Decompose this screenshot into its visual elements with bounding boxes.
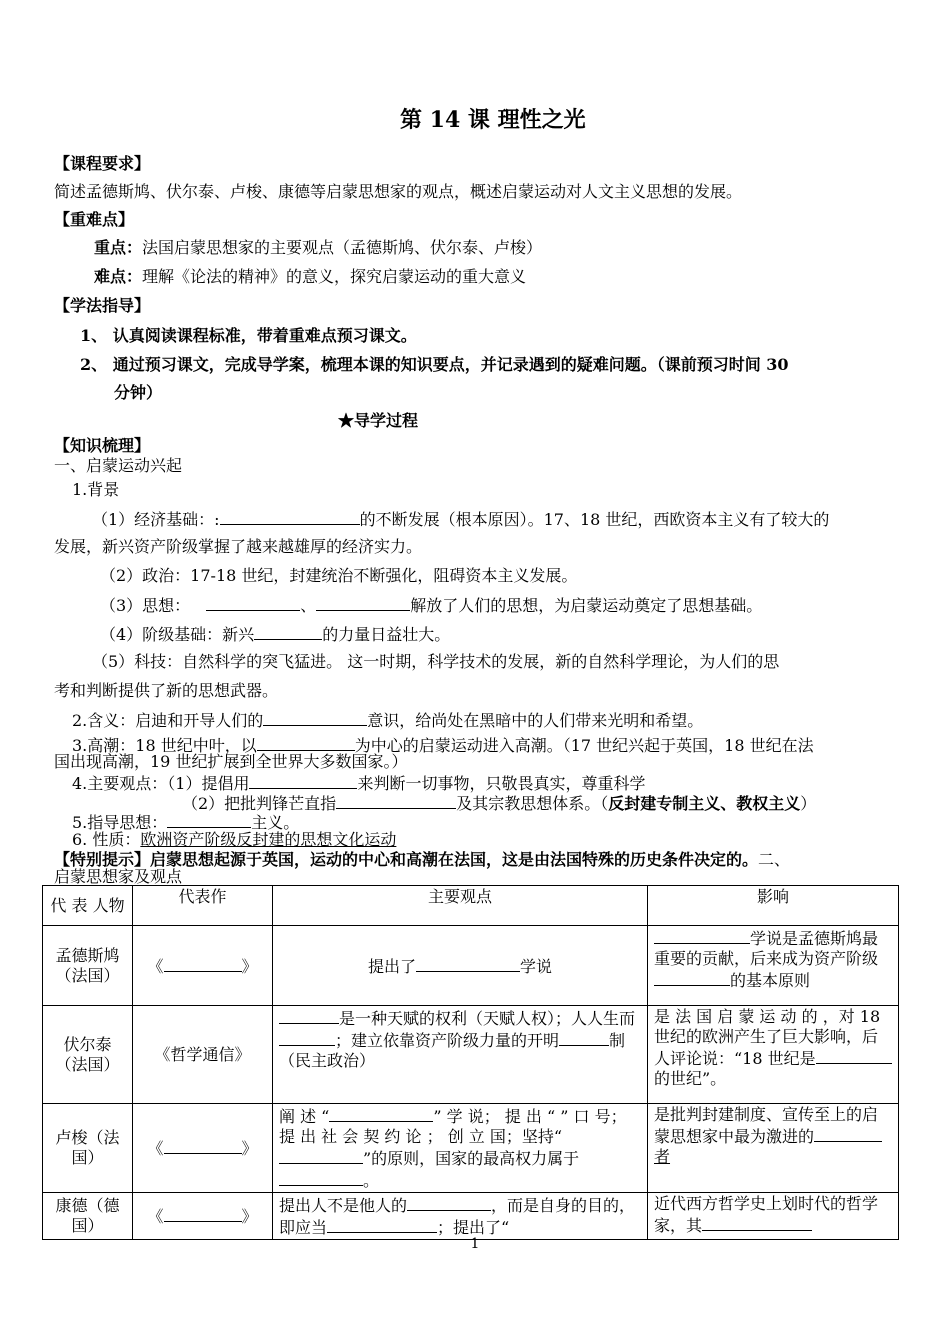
fill-blank[interactable] (336, 792, 456, 809)
bracket-close: 》 (241, 1139, 258, 1158)
fill-blank[interactable] (327, 1216, 437, 1233)
bracket-close: 》 (241, 1207, 258, 1226)
view-text: 学说 (520, 956, 553, 976)
view-text: ”的原则，国家的最高权力属于 (363, 1149, 580, 1168)
fill-blank[interactable] (279, 1169, 363, 1186)
technology-line: （5）科技：自然科学的突飞猛进。 这一时期，科学技术的发展，新的自然科学理论，为人们的思 (92, 652, 780, 671)
view-text: 制 （民主政治） (279, 1031, 626, 1070)
person-montesquieu: 孟德斯鸠（法国） (43, 926, 133, 1006)
impact-cell (648, 1193, 899, 1240)
fill-blank[interactable] (257, 734, 355, 751)
thought-label: （3）思想： (100, 596, 191, 615)
view-text: 。 (363, 1171, 380, 1190)
view-text: ” 学 说； 提 出 “ ” 口 号； 提 出 社 会 契 约 论 ； 创 立 国；坚持“ (279, 1107, 627, 1146)
requirements-text: 简述孟德斯鸠、伏尔泰、卢梭、康德等启蒙思想家的观点，概述启蒙运动对人文主义思想的发展。 (54, 182, 743, 201)
impact-text: 者 (654, 1147, 671, 1166)
header-impact: 影响 (648, 886, 899, 926)
views-cell (273, 1104, 648, 1193)
peak-text: 为中心的启蒙运动进入高潮。（17 世纪兴起于英国，18 世纪在法 (354, 736, 814, 755)
header-views: 主要观点 (273, 886, 648, 926)
table-row (43, 1104, 899, 1193)
table-header-row (43, 886, 899, 926)
meaning-label: 2.含义：启迪和开导人们的 (72, 711, 264, 730)
views-cell (273, 1193, 648, 1240)
impact-cell (648, 926, 899, 1006)
impact-cell (648, 1006, 899, 1104)
section-1-heading: 一、启蒙运动兴起 (54, 456, 183, 475)
fill-blank[interactable] (164, 1205, 242, 1222)
work-cell (133, 1104, 273, 1193)
views-2-label: （2）把批判锋芒直指 (182, 794, 337, 813)
key-label: 重点： (94, 238, 143, 257)
guiding-text: 主义。 (251, 813, 300, 832)
table-row (43, 926, 899, 1006)
key-points-heading: 【重难点】 (54, 210, 135, 229)
fill-blank[interactable] (816, 1047, 892, 1064)
knowledge-heading: 【知识梳理】 (54, 436, 151, 455)
bracket-open: 《 (147, 1207, 164, 1226)
fill-blank[interactable] (702, 1214, 812, 1231)
thinkers-table (42, 885, 899, 1240)
page-title: 第 14 课 理性之光 (400, 107, 586, 133)
method-heading: 【学法指导】 (54, 296, 151, 315)
fill-blank[interactable] (654, 927, 750, 944)
fill-blank[interactable] (279, 1029, 335, 1046)
bracket-open: 《 (147, 956, 164, 976)
peak-label: 3.高潮：18 世纪中叶，以 (72, 736, 257, 755)
guiding-label: 5.指导思想： (72, 813, 168, 832)
fill-blank[interactable] (206, 594, 300, 611)
key-text: 法国启蒙思想家的主要观点（孟德斯鸠、伏尔泰、卢梭） (142, 238, 543, 257)
table-row (43, 1006, 899, 1104)
view-text: ，而是自身的目的，即应当 (279, 1196, 636, 1237)
fill-blank[interactable] (416, 955, 520, 972)
view-text: ；建立依靠资产阶级力量的开明 (335, 1031, 560, 1050)
impact-text: 近代西方哲学史上划时代的哲学家，其 (654, 1194, 879, 1235)
views-line (72, 772, 645, 794)
person-kant: 康德（德国） (43, 1193, 133, 1240)
impact-text: 的基本原则 (730, 971, 811, 990)
process-heading: ★导学过程 (338, 411, 419, 430)
nature-answer: 欧洲资产阶级反封建的思想文化运动 (140, 830, 397, 849)
header-person: 代 表 人物 (43, 886, 133, 926)
technology-line-cont: 考和判断提供了新的思想武器。 (54, 681, 279, 700)
impact-text: 学说是孟德斯鸠最重要的贡献，后来成为资产阶级 (654, 929, 879, 968)
peak-line-cont: 国出现高潮，19 世纪扩展到全世界大多数国家。） (54, 752, 408, 771)
fill-blank[interactable] (279, 1007, 339, 1024)
economy-label: （1）经济基础：: (92, 510, 220, 529)
view-text: 提出人不是他人的 (279, 1196, 408, 1215)
impact-text: 的世纪”。 (654, 1069, 727, 1088)
hard-label: 难点： (94, 267, 143, 286)
fill-blank[interactable] (654, 969, 730, 986)
impact-cell (648, 1104, 899, 1193)
view-text: 阐 述 “ (279, 1107, 330, 1126)
work-cell (133, 926, 273, 1006)
requirements-heading: 【课程要求】 (54, 154, 151, 173)
bracket-close: 》 (241, 956, 258, 976)
method-item-2-cont: 分钟） (114, 383, 163, 402)
fill-blank[interactable] (316, 594, 410, 611)
nature-label: 6. 性质： (72, 830, 141, 849)
fill-blank[interactable] (167, 811, 251, 828)
thought-separator: 、 (300, 596, 317, 615)
class-label: （4）阶级基础：新兴 (100, 625, 255, 644)
method-item-1: 1、 认真阅读课程标准，带着重难点预习课文。 (80, 326, 417, 345)
key-point-line (94, 238, 542, 258)
economy-line (92, 508, 829, 530)
view-text: 提出了 (367, 956, 416, 976)
special-tip: 【特别提示】启蒙思想起源于英国，运动的中心和高潮在法国，这是由法国特殊的历史条件决定的。 (54, 850, 759, 869)
section-2-heading: 启蒙思想家及观点 (54, 867, 183, 886)
fill-blank[interactable] (814, 1125, 882, 1142)
fill-blank[interactable] (254, 623, 322, 640)
page-number: 1 (470, 1236, 480, 1252)
person-rousseau: 卢梭（法国） (43, 1104, 133, 1193)
fill-blank[interactable] (249, 772, 357, 789)
views-2-close: ） (800, 794, 817, 813)
person-voltaire: 伏尔泰（法国） (43, 1006, 133, 1104)
views-2-emphasis: 反封建专制主义、教权主义 (608, 794, 801, 813)
class-line (100, 623, 450, 645)
politics-line: （2）政治：17-18 世纪，封建统治不断强化，阻碍资本主义发展。 (100, 566, 578, 585)
views-cell (273, 926, 648, 1006)
views-label: 4.主要观点：（1）提倡用 (72, 774, 250, 793)
fill-blank[interactable] (164, 955, 242, 972)
fill-blank[interactable] (559, 1029, 609, 1046)
section-2-number: 二、 (758, 850, 791, 869)
views-text: 来判断一切事物，只敬畏真实，尊重科学 (357, 774, 646, 793)
impact-text: 是批判封建制度、宣传至上的启蒙思想家中最为激进的 (654, 1105, 879, 1146)
thought-text: 解放了人们的思想，为启蒙运动奠定了思想基础。 (410, 596, 763, 615)
thought-line (100, 594, 762, 616)
impact-text: 是 法 国 启 蒙 运 动 的 ，对 18 世纪的欧洲产生了巨大影响，后人评论说：“18 世纪是 (654, 1007, 881, 1068)
economy-line-cont: 发展，新兴资产阶级掌握了越来越雄厚的经济实力。 (54, 537, 423, 556)
hard-point-line (94, 267, 526, 287)
work-cell (133, 1193, 273, 1240)
fill-blank[interactable] (329, 1105, 433, 1122)
meaning-text: 意识，给尚处在黑暗中的人们带来光明和希望。 (367, 711, 704, 730)
nature-line (72, 830, 396, 850)
class-text: 的力量日益壮大。 (322, 625, 451, 644)
work-cell: 《哲学通信》 (133, 1006, 273, 1104)
view-text: 是一种天赋的权利（天赋人权）；人人生而 (339, 1009, 636, 1028)
bracket-open: 《 (147, 1139, 164, 1158)
fill-blank[interactable] (164, 1137, 242, 1154)
views-2-text: 及其宗教思想体系。（ (456, 794, 609, 813)
hard-text: 理解《论法的精神》的意义，探究启蒙运动的重大意义 (142, 267, 527, 286)
view-text: ；提出了“ (437, 1218, 510, 1237)
table-row (43, 1193, 899, 1240)
economy-text: 的不断发展（根本原因）。17、18 世纪，西欧资本主义有了较大的 (359, 510, 830, 529)
fill-blank[interactable] (279, 1147, 363, 1164)
fill-blank[interactable] (220, 508, 360, 525)
header-work: 代表作 (133, 886, 273, 926)
method-item-2: 2、 通过预习课文，完成导学案，梳理本课的知识要点，并记录遇到的疑难问题。（课前预习时间 30 (80, 355, 789, 374)
meaning-line (72, 709, 703, 731)
fill-blank[interactable] (263, 709, 367, 726)
fill-blank[interactable] (407, 1194, 491, 1211)
views-cell (273, 1006, 648, 1104)
background-heading: 1.背景 (72, 480, 120, 499)
